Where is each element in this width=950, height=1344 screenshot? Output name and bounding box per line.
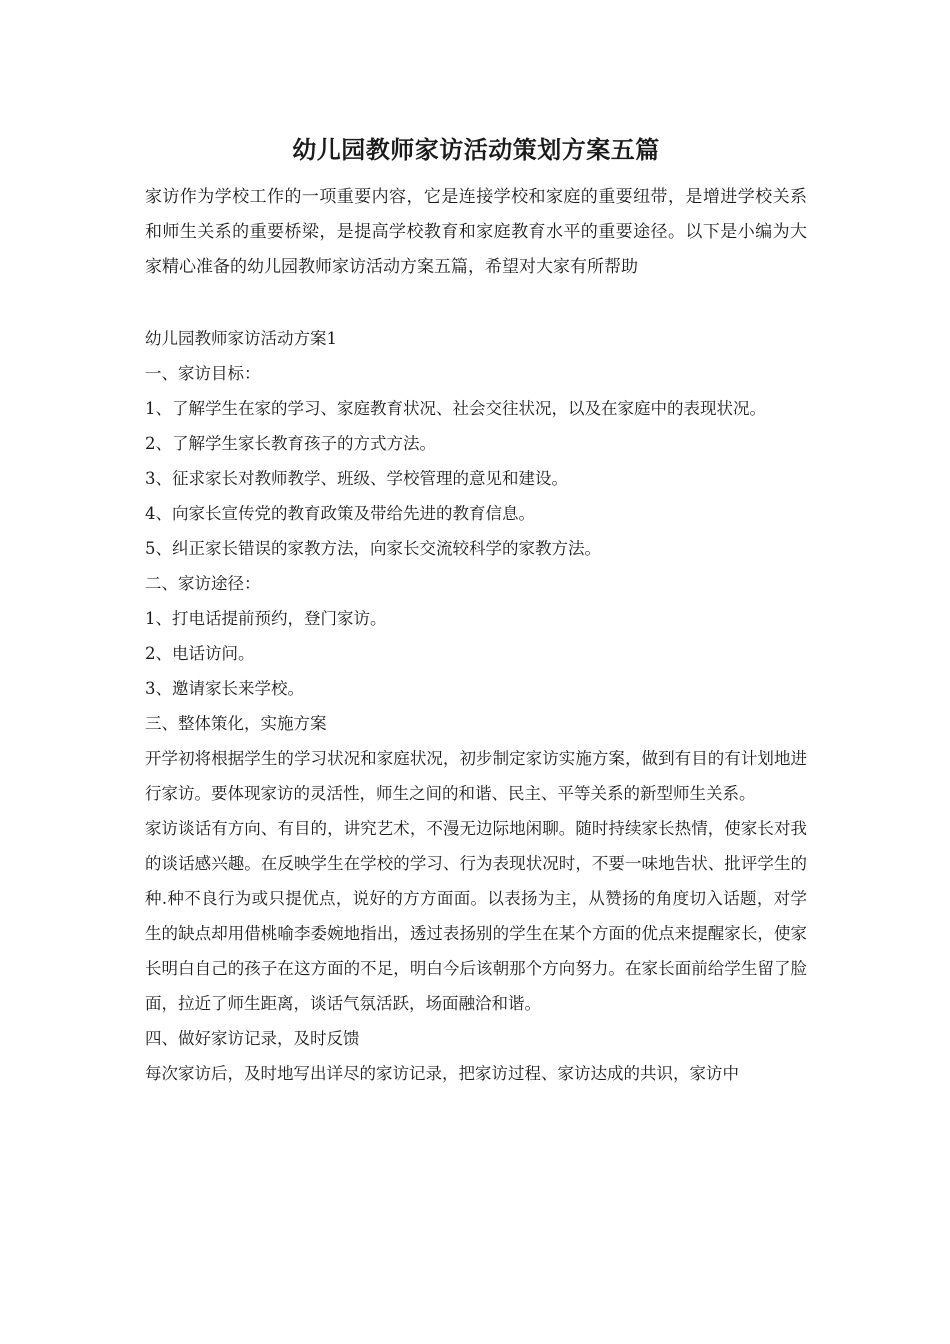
section-spacer (145, 285, 807, 321)
heading-planning: 三、整体策化，实施方案 (145, 714, 327, 733)
section-heading-plan-1: 幼儿园教师家访活动方案1 (145, 329, 337, 348)
channel-item-2: 2、电话访问。 (145, 644, 255, 663)
document-body (145, 321, 807, 1091)
records-paragraph: 每次家访后，及时地写出详尽的家访记录，把家访过程、家访达成的共识，家访中 (145, 1064, 739, 1083)
heading-channels: 二、家访途径： (145, 574, 261, 593)
goal-item-1: 1、了解学生在家的学习、家庭教育状况、社会交往状况，以及在家庭中的表现状况。 (145, 399, 766, 418)
document-title: 幼儿园教师家访活动策划方案五篇 (292, 135, 660, 164)
intro-paragraph: 家访作为学校工作的一项重要内容，它是连接学校和家庭的重要纽带，是增进学校关系和师生关系的重要桥梁，是提高学校教育和家庭教育水平的重要途径。以下是小编为大家精心准备的幼儿园教师家访活动方案五篇，希望对大家有所帮助 (145, 187, 807, 277)
goal-item-4: 4、向家长宣传党的教育政策及带给先进的教育信息。 (145, 504, 535, 523)
planning-paragraph-1: 开学初将根据学生的学习状况和家庭状况，初步制定家访实施方案，做到有目的有计划地进行家访。要体现家访的灵活性，师生之间的和谐、民主、平等关系的新型师生关系。 (145, 749, 807, 803)
goal-item-5: 5、纠正家长错误的家教方法，向家长交流较科学的家教方法。 (145, 539, 601, 558)
document-page (145, 128, 807, 1091)
channel-item-3: 3、邀请家长来学校。 (145, 679, 304, 698)
heading-records: 四、做好家访记录，及时反馈 (145, 1029, 360, 1048)
heading-goals: 一、家访目标： (145, 364, 261, 383)
goal-item-3: 3、征求家长对教师教学、班级、学校管理的意见和建设。 (145, 469, 568, 488)
planning-paragraph-2: 家访谈话有方向、有目的，讲究艺术，不漫无边际地闲聊。随时持续家长热情，使家长对我的谈话感兴趣。在反映学生在学校的学习、行为表现状况时，不要一味地告状、批评学生的种.种不良行为或只提优点，说好的方方面面。以表扬为主，从赞扬的角度切入话题，对学生的缺点却用借桃喻李委婉地指出，透过表扬别的学生在某个方面的优点来提醒家长，使家长明白自己的孩子在这方面的不足，明白今后该朝那个方向努力。在家长面前给学生留了脸面，拉近了师生距离，谈话气氛活跃，场面融洽和谐。 (145, 819, 807, 1013)
channel-item-1: 1、打电话提前预约，登门家访。 (145, 609, 387, 628)
goal-item-2: 2、了解学生家长教育孩子的方式方法。 (145, 434, 436, 453)
